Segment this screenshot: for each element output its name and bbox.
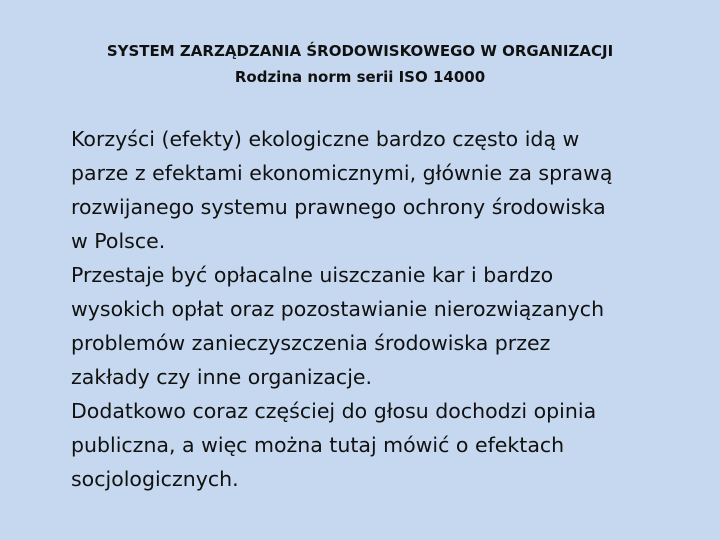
text-line: w Polsce.: [71, 229, 166, 253]
text-line: Przestaje być opłacalne uiszczanie kar i bardzo: [71, 263, 554, 287]
text-line: wysokich opłat oraz pozostawianie nierozwiązanych: [71, 297, 605, 321]
text-line: Korzyści (efekty) ekologiczne bardzo często idą w: [71, 127, 580, 151]
paragraph-ecological-benefits: [71, 122, 696, 258]
paragraph-public-opinion: [71, 394, 696, 496]
slide-title: [0, 38, 720, 90]
title-subtitle: Rodzina norm serii ISO 14000: [234, 68, 486, 86]
text-line: problemów zanieczyszczenia środowiska przez: [71, 331, 551, 355]
text-line: socjologicznych.: [71, 467, 239, 491]
text-line: zakłady czy inne organizacje.: [71, 365, 373, 389]
text-line: publiczna, a więc można tutaj mówić o efektach: [71, 433, 565, 457]
text-line: rozwijanego systemu prawnego ochrony środowiska: [71, 195, 606, 219]
text-line: Dodatkowo coraz częściej do głosu dochodzi opinia: [71, 399, 597, 423]
paragraph-penalties: [71, 258, 696, 394]
slide-body: [71, 122, 696, 496]
text-line: parze z efektami ekonomicznymi, głównie za sprawą: [71, 161, 613, 185]
title-main: SYSTEM ZARZĄDZANIA ŚRODOWISKOWEGO W ORGANIZACJI: [106, 42, 614, 60]
